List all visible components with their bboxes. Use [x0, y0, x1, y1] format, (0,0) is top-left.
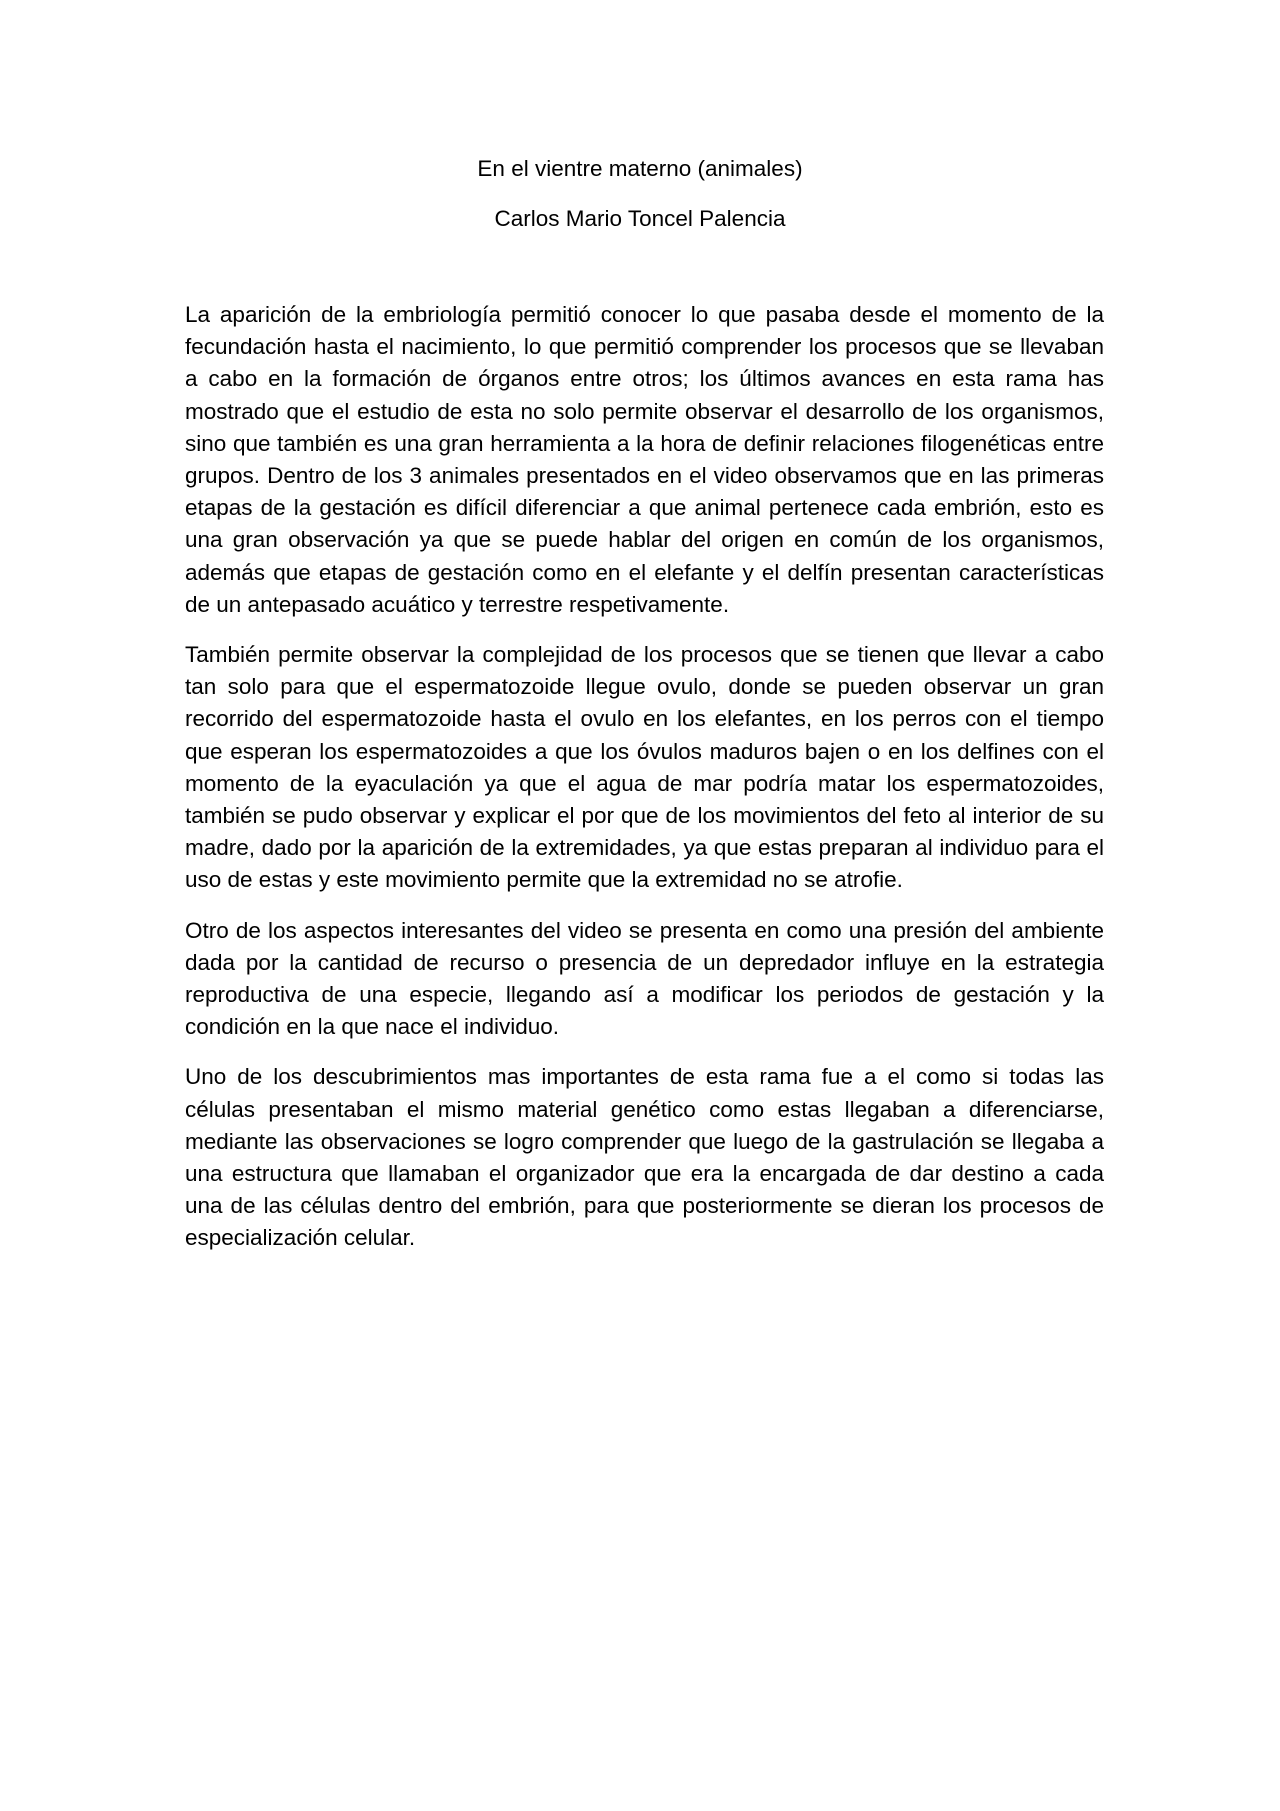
paragraph-1: La aparición de la embriología permitió conocer lo que pasaba desde el momento de la fecundación hasta el nacimiento, lo que permitió comprender los procesos que se llevaban a cabo en la formación de órganos entre otros; los últimos avances en esta rama has mostrado que el estudio de esta no solo permite observar el desarrollo de los organismos, sino que también es una gran herramienta a la hora de definir relaciones filogenéticas entre grupos. Dentro de los 3 animales presentados en el video observamos que en las primeras etapas de la gestación es difícil diferenciar a que animal pertenece cada embrión, esto es una gran observación ya que se puede hablar del origen en común de los organismos, además que etapas de gestación como en el elefante y el delfín presentan características de un antepasado acuático y terrestre respetivamente. [185, 302, 1104, 617]
document-author: Carlos Mario Toncel Palencia [494, 206, 786, 231]
paragraph-4: Uno de los descubrimientos mas importantes de esta rama fue a el como si todas las células presentaban el mismo material genético como estas llegaban a diferenciarse, mediante las observaciones se logro comprender que luego de la gastrulación se llegaba a una estructura que llamaban el organizador que era la encargada de dar destino a cada una de las células dentro del embrión, para que posteriormente se dieran los procesos de especialización celular. [185, 1064, 1104, 1251]
paragraph-3: Otro de los aspectos interesantes del video se presenta en como una presión del ambiente dada por la cantidad de recurso o presencia de un depredador influye en la estrategia reproductiva de una especie, llegando así a modificar los periodos de gestación y la condición en la que nace el individuo. [185, 917, 1104, 1040]
document-title: En el vientre materno (animales) [477, 156, 803, 181]
paragraph-2: También permite observar la complejidad de los procesos que se tienen que llevar a cabo tan solo para que el espermatozoide llegue ovulo, donde se pueden observar un gran recorrido del espermatozoide hasta el ovulo en los elefantes, en los perros con el tiempo que esperan los espermatozoides a que los óvulos maduros bajen o en los delfines con el momento de la eyaculación ya que el agua de mar podría matar los espermatozoides, también se pudo observar y explicar el por que de los movimientos del feto al interior de su madre, dado por la aparición de la extremidades, ya que estas preparan al individuo para el uso de estas y este movimiento permite que la extremidad no se atrofie. [185, 642, 1104, 893]
document-body [185, 299, 1104, 1273]
